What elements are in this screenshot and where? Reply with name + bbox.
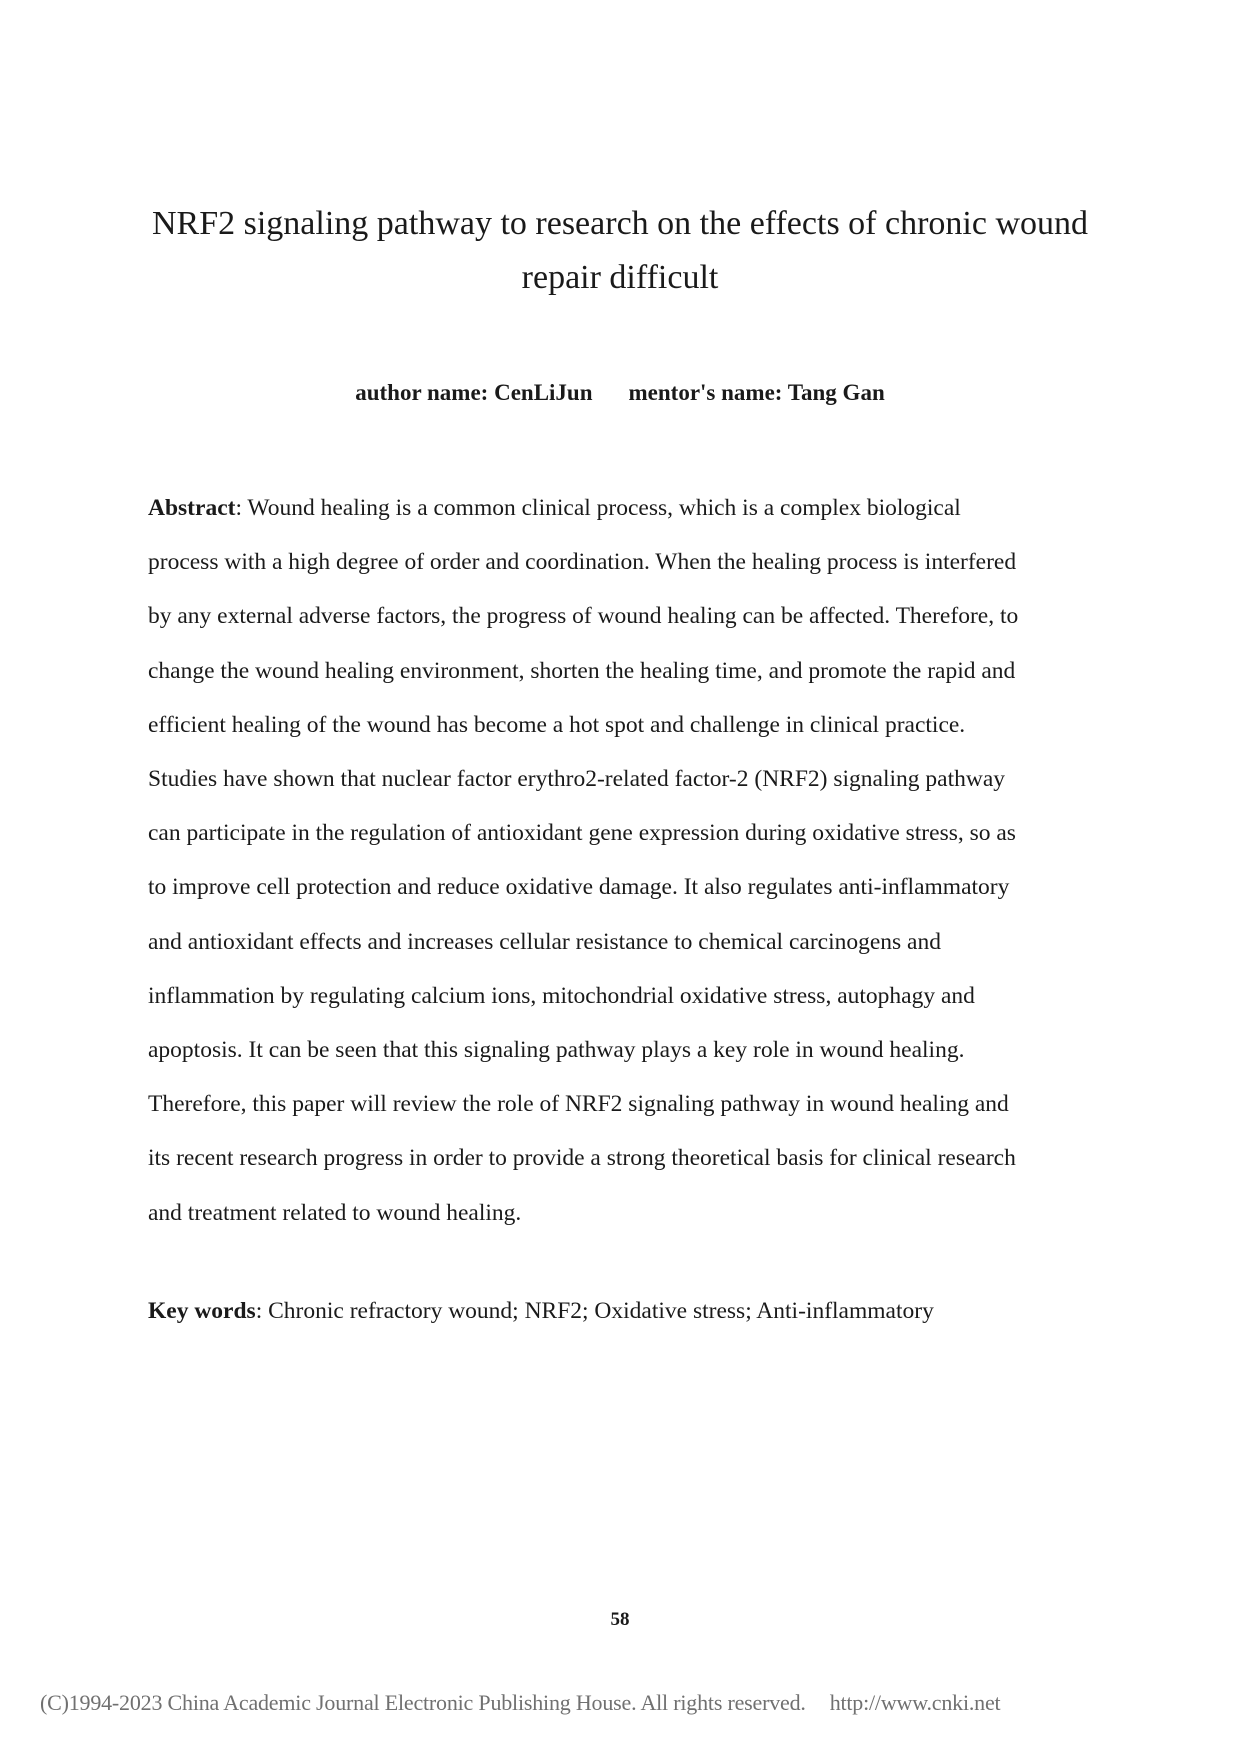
paper-title-line-1: NRF2 signaling pathway to research on the effects of chronic wound <box>151 205 1088 242</box>
copyright-text: (C)1994-2023 China Academic Journal Electronic Publishing House. All rights reserved. <box>40 1690 806 1715</box>
abstract-line: inflammation by regulating calcium ions, mitochondrial oxidative stress, autophagy and <box>148 982 975 1009</box>
abstract-line: efficient healing of the wound has become a hot spot and challenge in clinical practice. <box>148 711 966 738</box>
abstract-line: its recent research progress in order to provide a strong theoretical basis for clinical research <box>148 1145 1016 1172</box>
abstract-line-text: : Wound healing is a common clinical process, which is a complex biological <box>235 495 961 521</box>
abstract-line: process with a high degree of order and coordination. When the healing process is interfered <box>148 549 1017 576</box>
cnki-url: http://www.cnki.net <box>829 1690 1001 1715</box>
mentor-name: mentor's name: Tang Gan <box>628 380 885 405</box>
abstract-line <box>148 481 1098 535</box>
abstract-line: Therefore, this paper will review the role of NRF2 signaling pathway in wound healing and <box>148 1091 1009 1118</box>
author-name: author name: CenLiJun <box>355 380 593 405</box>
abstract-line: can participate in the regulation of antioxidant gene expression during oxidative stress, so as <box>148 820 1016 847</box>
page-number: 58 <box>610 1609 630 1630</box>
keywords-label: Key words <box>148 1298 256 1324</box>
keywords-text: : Chronic refractory wound; NRF2; Oxidative stress; Anti-inflammatory <box>255 1298 934 1324</box>
keywords <box>148 1293 1098 1329</box>
abstract-line: and treatment related to wound healing. <box>148 1199 522 1226</box>
abstract-line: apoptosis. It can be seen that this signaling pathway plays a key role in wound healing. <box>148 1037 965 1064</box>
abstract-line: and antioxidant effects and increases cellular resistance to chemical carcinogens and <box>148 928 941 955</box>
abstract-label: Abstract <box>148 495 236 521</box>
abstract-line: Studies have shown that nuclear factor erythro2-related factor-2 (NRF2) signaling pathway <box>148 766 1006 793</box>
paper-title <box>120 197 1120 305</box>
abstract-line: to improve cell protection and reduce oxidative damage. It also regulates anti-inflammatory <box>148 874 1010 901</box>
paper-title-line-2: repair difficult <box>521 259 719 296</box>
abstract <box>148 481 1098 1240</box>
abstract-line: by any external adverse factors, the progress of wound healing can be affected. Therefore, to <box>148 603 1019 630</box>
abstract-line: change the wound healing environment, shorten the healing time, and promote the rapid and <box>148 657 1016 684</box>
author-line <box>0 375 1240 411</box>
copyright-footer <box>40 1688 1000 1718</box>
